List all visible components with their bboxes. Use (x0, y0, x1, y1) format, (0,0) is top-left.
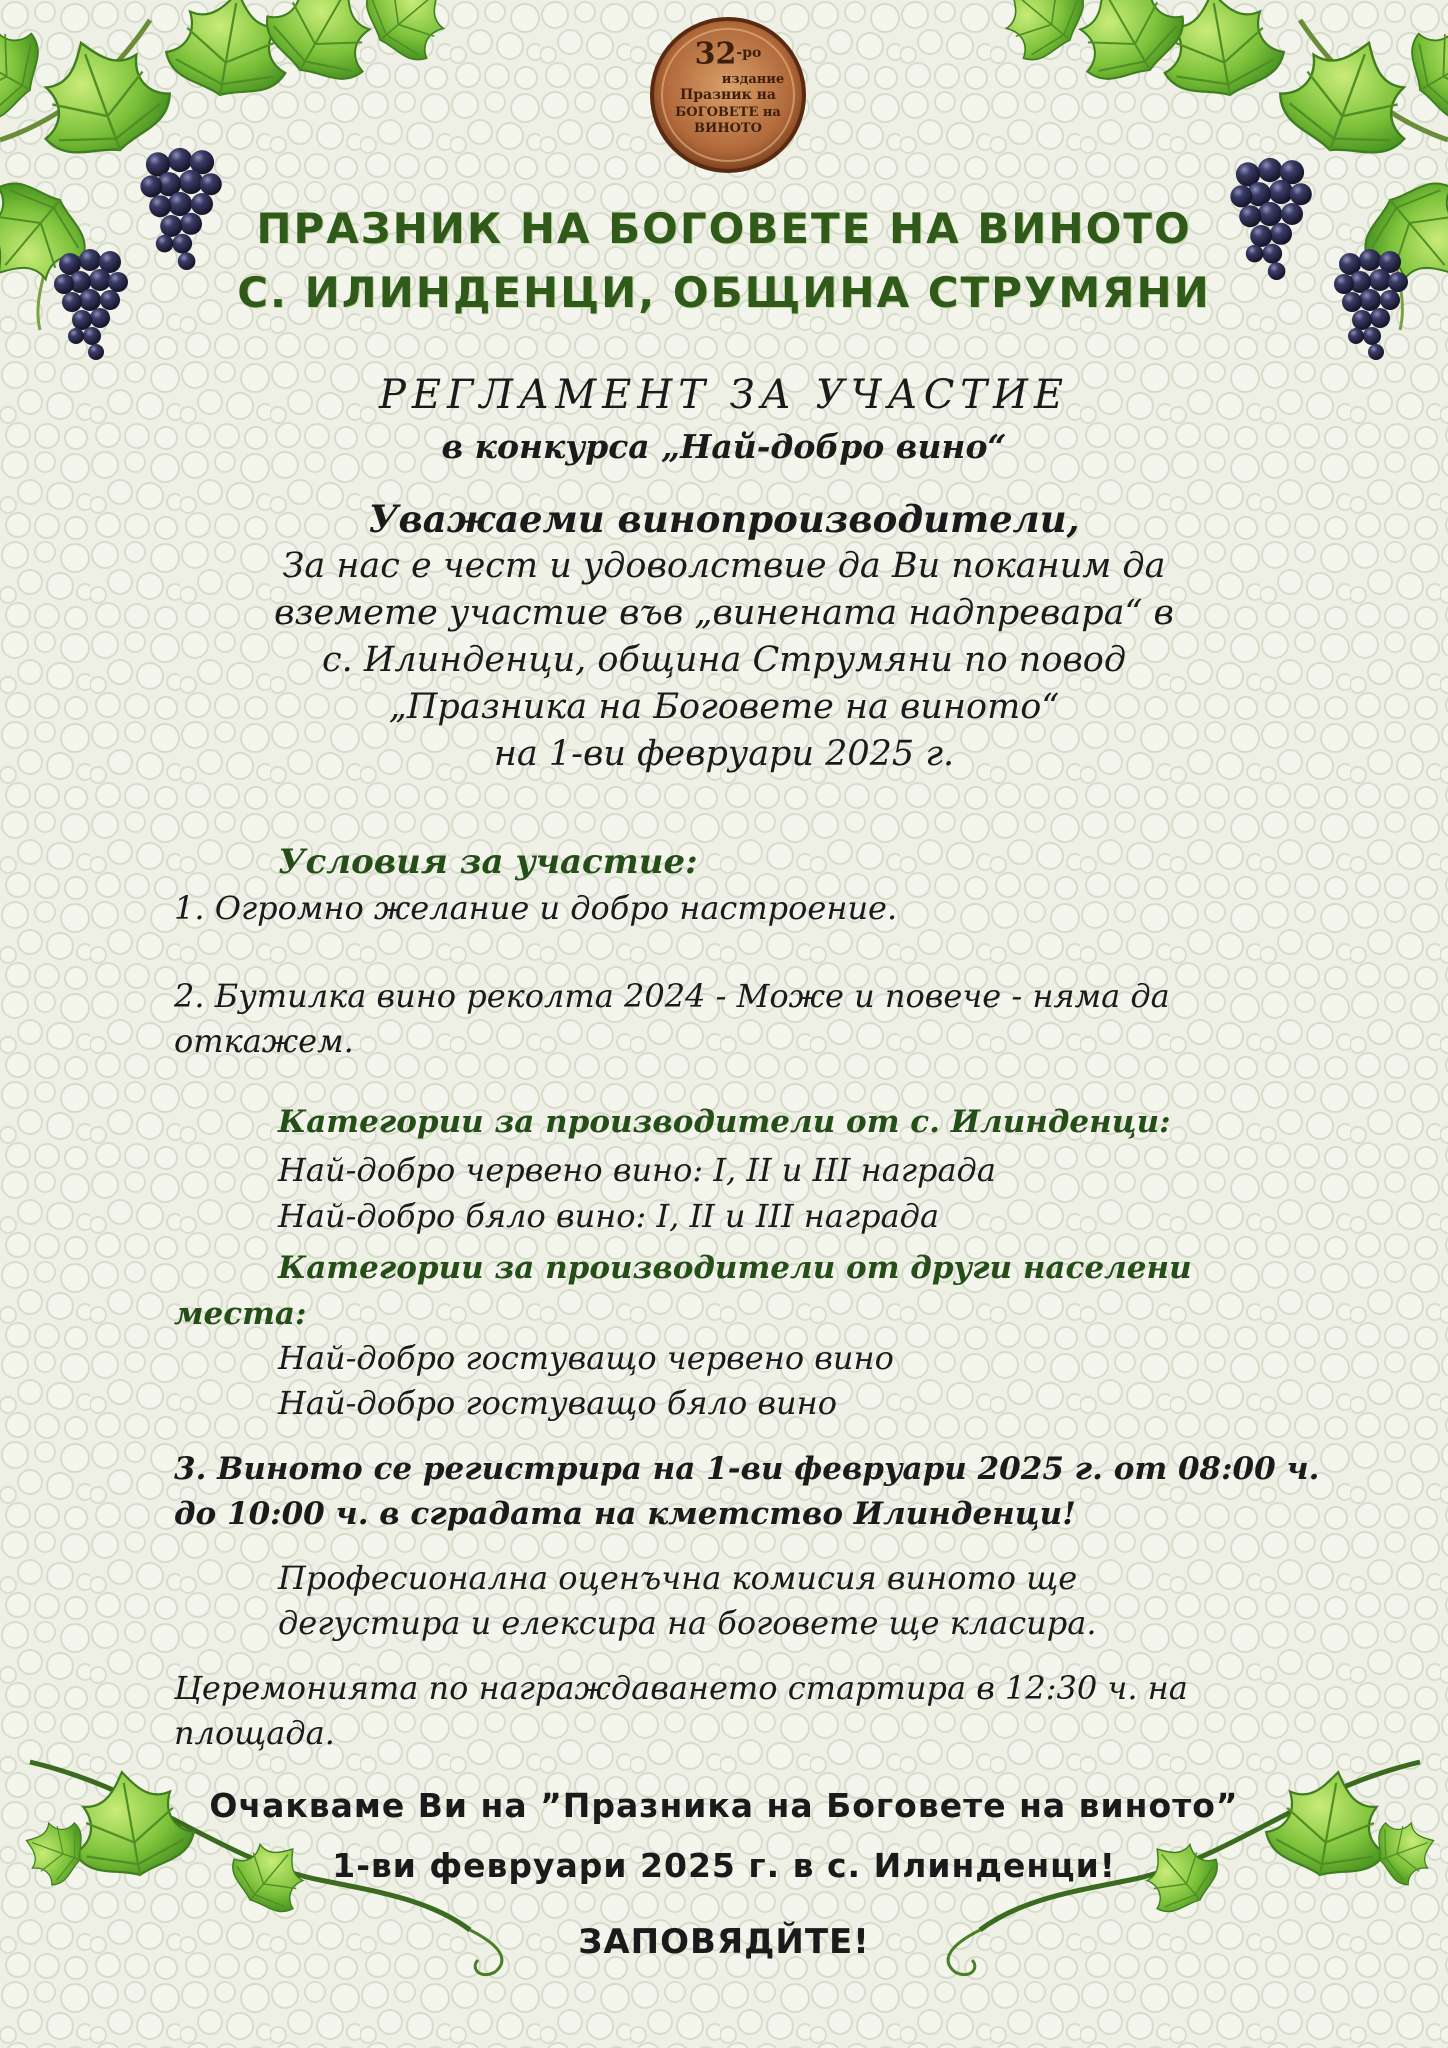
local-categories-heading: Категории за производители от с. Илинденци: (278, 1104, 1171, 1140)
intro-line: „Празника на Боговете на виното“ (388, 687, 1060, 727)
guest-red-wine-category: Най-добро гостуващо червено вино (278, 1339, 894, 1377)
registration-line2: до 10:00 ч. в сградата на кметство Илинденци! (174, 1496, 1076, 1532)
badge-line1: Празник на (680, 87, 776, 104)
badge-line2: БОГОВЕТЕ на (675, 105, 781, 121)
edition-badge (652, 38, 804, 136)
registration-line1: 3. Виното се регистрира на 1-ви февруари 2025 г. от 08:00 ч. (174, 1451, 1320, 1487)
intro-block (0, 496, 1448, 778)
intro-line: вземете участие във „винената надпревара“ в (274, 593, 1174, 633)
jury-line2: дегустира и елексира на боговете ще класира. (278, 1604, 1097, 1642)
edition-suffix: -ро (736, 45, 762, 61)
condition-item-2-line1: 2. Бутилка вино реколта 2024 - Може и повече - няма да (174, 977, 1170, 1015)
local-white-wine-category: Най-добро бяло вино: І, ІІ и ІІІ награда (278, 1197, 940, 1235)
footer-invite-line2: 1-ви февруари 2025 г. в с. Илинденци! (332, 1846, 1116, 1885)
guest-categories-heading-line2: места: (174, 1296, 307, 1332)
greeting: Уважаеми винопроизводители, (368, 497, 1080, 541)
intro-line: с. Илинденци, община Струмяни по повод (321, 640, 1127, 680)
page-title-line2: С. ИЛИНДЕНЦИ, ОБЩИНА СТРУМЯНИ (237, 268, 1211, 317)
jury-line1: Професионална оценъчна комисия виното ще (278, 1559, 1078, 1597)
condition-item-2-line2: откажем. (174, 1022, 354, 1060)
ceremony-line2: площада. (174, 1714, 335, 1752)
edition-number: 32 (694, 36, 737, 72)
page-title-line1: ПРАЗНИК НА БОГОВЕТЕ НА ВИНОТО (256, 204, 1192, 253)
footer-invite-line1: Очакваме Ви на ”Празника на Боговете на виното” (209, 1786, 1239, 1825)
footer-welcome: ЗАПОВЯДЙТЕ! (578, 1922, 870, 1962)
edition-label: издание (721, 72, 785, 88)
guest-white-wine-category: Най-добро гостуващо бяло вино (278, 1384, 837, 1422)
regulation-title: РЕГЛАМЕНТ ЗА УЧАСТИЕ (378, 372, 1070, 418)
intro-line: За нас е чест и удоволствие да Ви поканим да (282, 546, 1166, 586)
conditions-heading: Условия за участие: (278, 842, 698, 882)
badge-line3: ВИНОТО (694, 121, 762, 137)
local-red-wine-category: Най-добро червено вино: І, ІІ и ІІІ награда (278, 1151, 996, 1189)
intro-line: на 1-ви февруари 2025 г. (493, 734, 955, 774)
regulation-subtitle: в конкурса „Най-добро вино“ (441, 427, 1007, 466)
condition-item-1: 1. Огромно желание и добро настроение. (174, 889, 898, 927)
guest-categories-heading-line1: Категории за производители от други населени (278, 1250, 1192, 1286)
ceremony-line1: Церемонията по награждаването стартира в 12:30 ч. на (174, 1669, 1188, 1707)
